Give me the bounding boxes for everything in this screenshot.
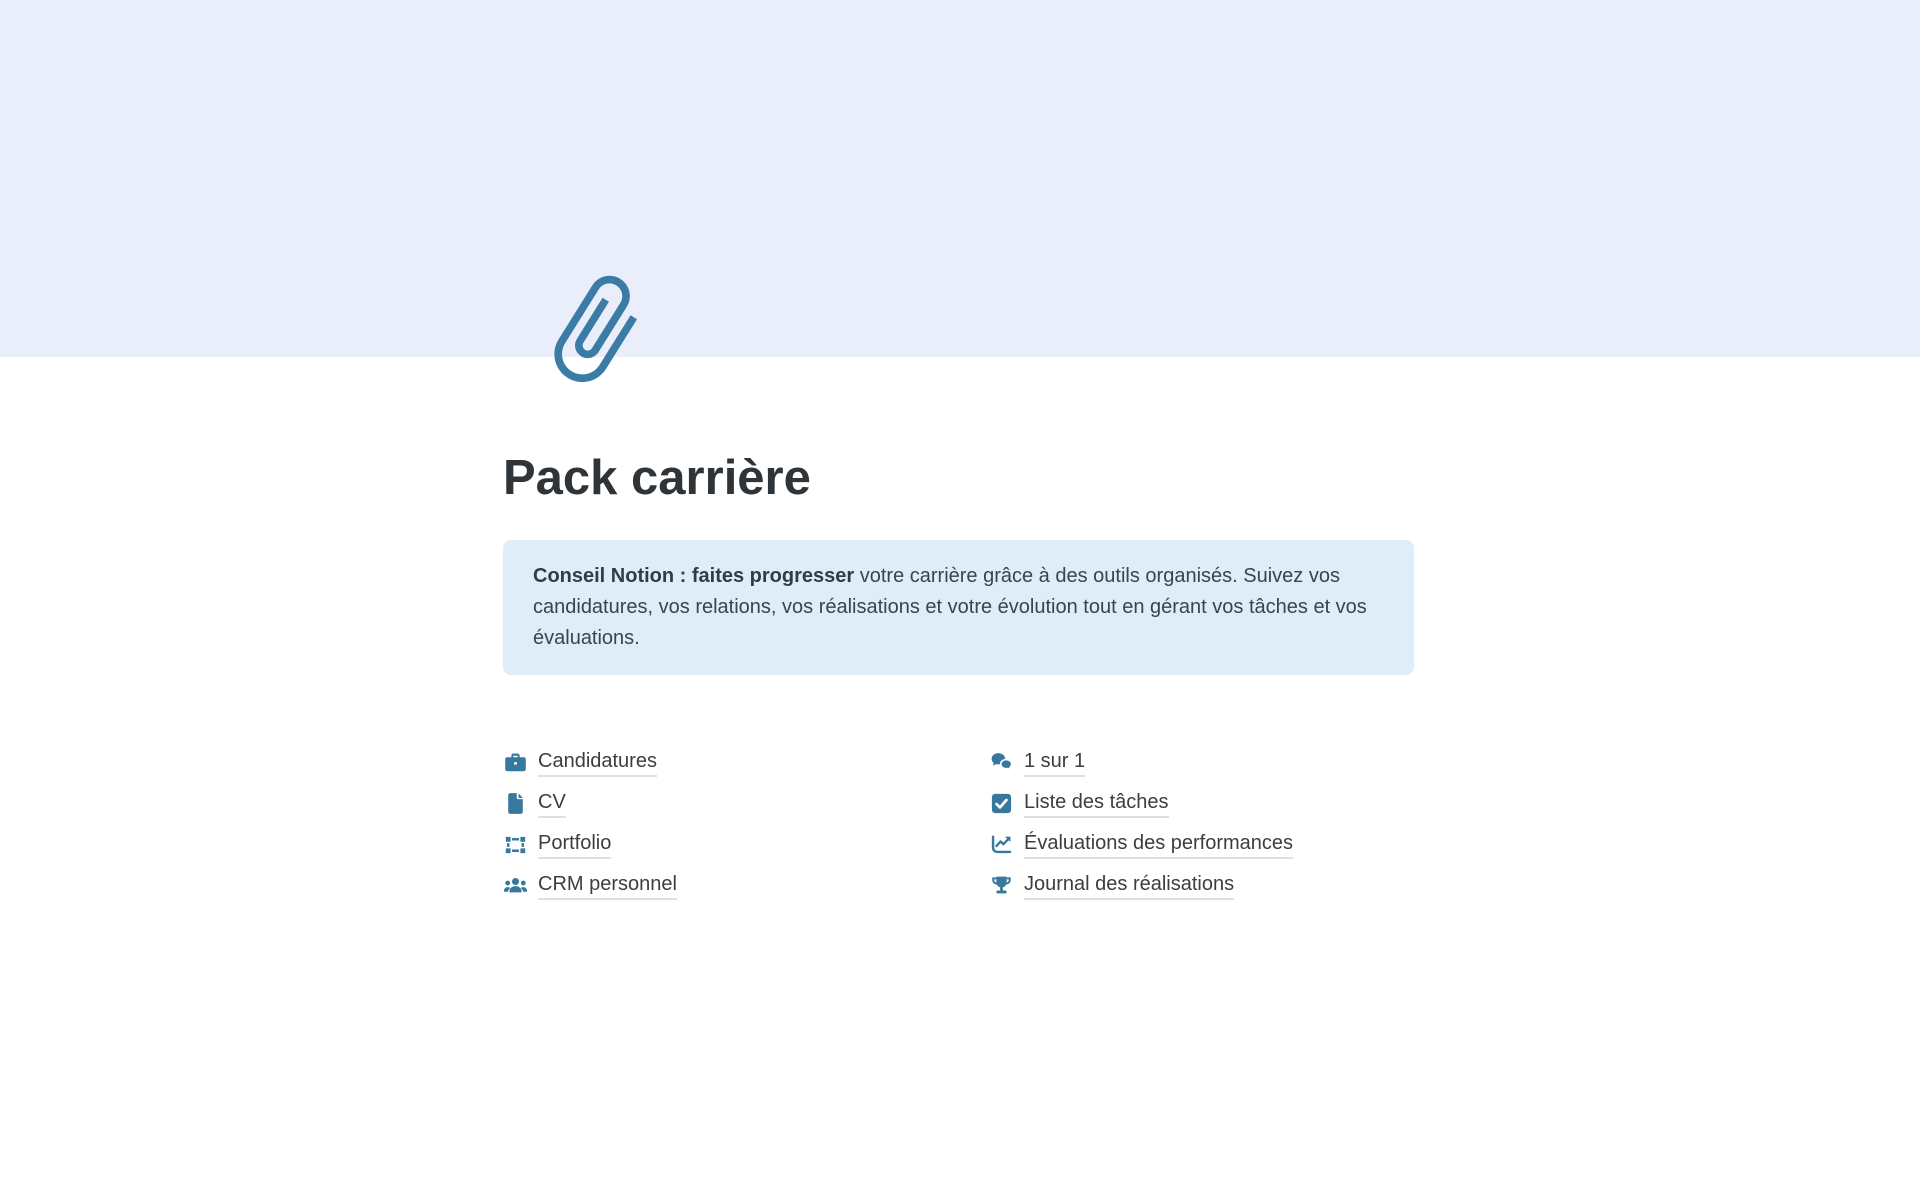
checkbox-icon [989, 791, 1014, 816]
briefcase-icon [503, 750, 528, 775]
link-crm-personnel[interactable] [503, 865, 989, 906]
link-label: Évaluations des performances [1024, 830, 1293, 859]
page-icon-paperclip[interactable] [534, 268, 658, 400]
page-title: Pack carrière [503, 451, 811, 505]
link-liste-des-taches[interactable] [989, 783, 1414, 824]
callout [503, 540, 1414, 675]
link-label: Journal des réalisations [1024, 871, 1234, 900]
page-cover [0, 0, 1920, 357]
link-label: Liste des tâches [1024, 789, 1169, 818]
callout-text: votre carrière grâce à des outils organisés. Suivez vos candidatures, vos relations, vos réalisations et votre évolution tout en gérant vos tâches et vos évaluations. [533, 565, 1367, 649]
link-evaluations-des-performances[interactable] [989, 824, 1414, 865]
link-label: Candidatures [538, 748, 657, 777]
link-label: CV [538, 789, 566, 818]
paperclip-icon [511, 245, 679, 413]
link-journal-des-realisations[interactable] [989, 865, 1414, 906]
link-candidatures[interactable] [503, 742, 989, 783]
link-label: 1 sur 1 [1024, 748, 1085, 777]
link-label: CRM personnel [538, 871, 677, 900]
callout-bold-text: Conseil Notion : faites progresser [533, 565, 855, 587]
frame-icon [503, 832, 528, 857]
link-portfolio[interactable] [503, 824, 989, 865]
chart-up-icon [989, 832, 1014, 857]
link-1-sur-1[interactable] [989, 742, 1414, 783]
links-column-left [503, 742, 989, 906]
links-column-right [989, 742, 1414, 906]
link-cv[interactable] [503, 783, 989, 824]
link-label: Portfolio [538, 830, 611, 859]
links-section [503, 742, 1414, 906]
chat-bubbles-icon [989, 750, 1014, 775]
trophy-icon [989, 873, 1014, 898]
file-icon [503, 791, 528, 816]
users-icon [503, 873, 528, 898]
